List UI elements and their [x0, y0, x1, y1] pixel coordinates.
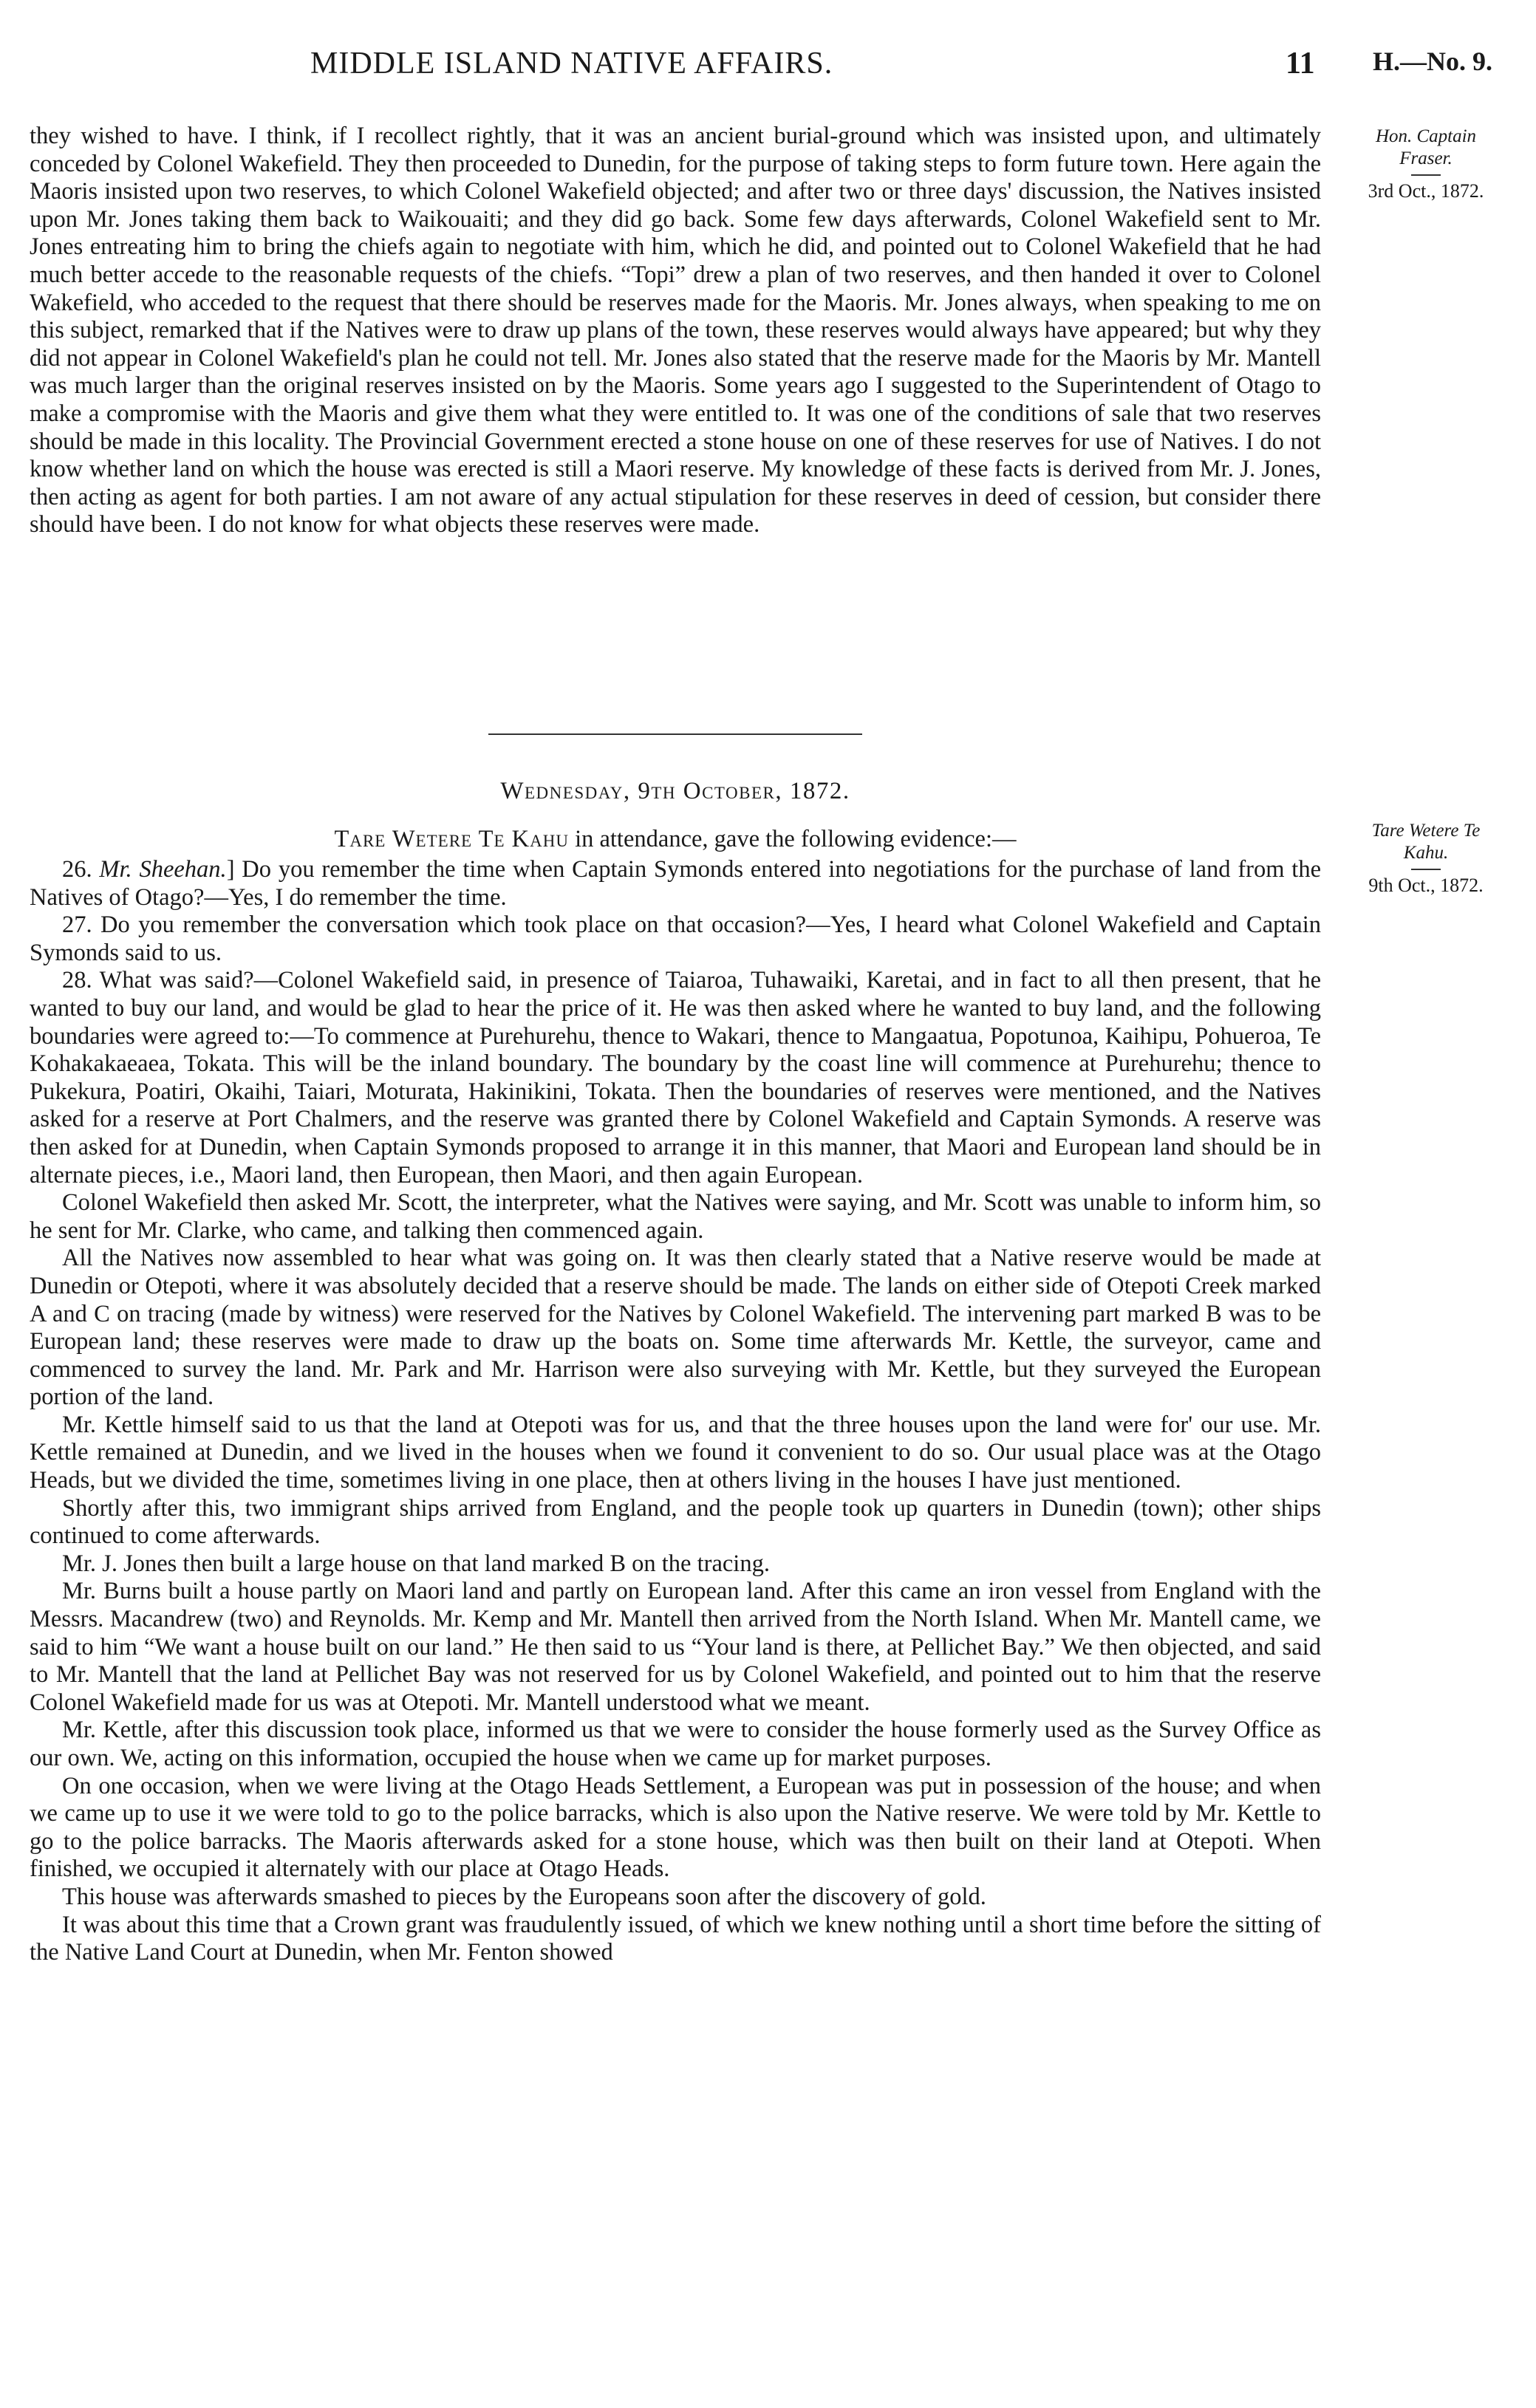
margin-note-name-line2: Fraser.: [1399, 148, 1453, 168]
evidence-paragraph: It was about this time that a Crown grant was fraudulently issued, of which we knew nothing until a short time before the sitting of the Native Land Court at Dunedin, when Mr. Fenton showed: [30, 1911, 1321, 1966]
running-title: MIDDLE ISLAND NATIVE AFFAIRS.: [310, 47, 833, 81]
evidence-paragraph: On one occasion, when we were living at the Otago Heads Settlement, a European was put in possession of the house; and when we came up to use it we were told to go to the police barracks, which is also upon the Native reserve. We were told by Mr. Kettle to go to the police barracks. The Maoris afterwards asked for a stone house, which was then built on their land at Otepoti. When finished, we occupied it alternately with our place at Otago Heads.: [30, 1772, 1321, 1883]
evidence-paragraph: Mr. Kettle, after this discussion took place, informed us that we were to consider the house formerly used as the Survey Office as our own. We, acting on this information, occupied the house when we came up for market purposes.: [30, 1717, 1321, 1771]
page-number: 11: [1286, 47, 1315, 81]
margin-note-name-line1: Tare Wetere Te: [1371, 821, 1481, 841]
evidence-paragraph: Colonel Wakefield then asked Mr. Scott, the interpreter, what the Natives were saying, and Mr. Scott was unable to inform him, so he sent for Mr. Clarke, who came, and talking then commenced again.: [30, 1189, 1321, 1244]
page-header: [0, 46, 1536, 90]
margin-note-speaker-2: [1326, 820, 1526, 897]
witness-intro-text: in attendance, gave the following evidence:—: [568, 826, 1017, 852]
evidence-paragraph: Shortly after this, two immigrant ships arrived from England, and the people took up quarters in Dunedin (town); other ships continued to come afterwards.: [30, 1494, 1321, 1550]
margin-note-date: 9th Oct., 1872.: [1368, 875, 1484, 896]
evidence-paragraph: All the Natives now assembled to hear what was going on. It was then clearly stated that a Native reserve would be made at Dunedin or Otepoti, where it was absolutely decided that a reserve should be made. The lands on either side of Otepoti Creek marked A and C on tracing (made by witness) were reserved for the Natives by Colonel Wakefield. The intervening part marked B was to be European land; these reserves were made to draw up the boats on. Some time afterwards Mr. Kettle, the surveyor, came and commenced to survey the land. Mr. Park and Mr. Harrison were also surveying with Mr. Kettle, but they surveyed the European portion of the land.: [30, 1245, 1321, 1411]
section-date-heading: Wednesday, 9th October, 1872.: [500, 778, 850, 804]
evidence-section: [30, 778, 1321, 1967]
question-number: 26.: [62, 856, 100, 883]
witness-intro: [30, 826, 1321, 853]
margin-note-divider: [1411, 869, 1441, 870]
evidence-paragraph: Mr. J. Jones then built a large house on that land marked B on the tracing.: [62, 1550, 770, 1577]
margin-note-divider: [1411, 174, 1441, 176]
question-text: ] Do you remember the time when Captain Symonds entered into negotiations for the purchase of land from the Natives of Otago?—Yes, I do remember the time.: [30, 856, 1322, 911]
evidence-paragraph: 28. What was said?—Colonel Wakefield said, in presence of Taiaroa, Tuhawaiki, Karetai, and in fact to all then present, that he wanted to buy our land, and would be glad to hear the price of it. He was then asked where he wanted to buy land, and the following boundaries were agreed to:—To commence at Purehurehu, thence to Wakari, thence to Mangaatua, Popotunoa, Kaihipu, Pohueroa, Te Kohakakaeaea, Tokata. This will be the inland boundary. The boundary by the coast line will commence at Purehurehu; thence to Pukekura, Poatiri, Okaihi, Taiari, Moturata, Hakinikini, Tokata. Then the boundaries of reserves were mentioned, and the Natives asked for a reserve at Port Chalmers, and the reserve was granted there by Colonel Wakefield and Captain Symonds. A reserve was then asked for at Dunedin, when Captain Symonds proposed to arrange it in this manner, that Maori and European land should be in alternate pieces, i.e., Maori land, then European, then Maori, and then again European.: [30, 967, 1321, 1188]
continuation-paragraph: they wished to have. I think, if I recollect rightly, that it was an ancient burial-ground which was insisted upon, and ultimately conceded by Colonel Wakefield. They then proceeded to Dunedin, for the purpose of taking steps to form future town. Here again the Maoris insisted upon two reserves, to which Colonel Wakefield objected; and after two or three days' discussion, the Natives insisted upon Mr. Jones taking them back to Waikouaiti; and they did go back. Some few days afterwards, Colonel Wakefield sent to Mr. Jones entreating him to bring the chiefs again to negotiate with him, which he did, and pointed out to Colonel Wakefield that he had much better accede to the reasonable requests of the chiefs. “Topi” drew a plan of two reserves, and then handed it over to Colonel Wakefield, who acceded to the request that there should be reserves made for the Maoris. Mr. Jones always, when speaking to me on this subject, remarked that if the Natives were to draw up plans of the town, these reserves would always have appeared; but why they did not appear in Colonel Wakefield's plan he could not tell. Mr. Jones also stated that the reserve made for the Maoris by Mr. Mantell was much larger than the original reserves insisted on by the Maoris. Some years ago I suggested to the Superintendent of Otago to make a compromise with the Maoris and give them what they were entitled to. It was one of the conditions of sale that two reserves should be made in this locality. The Provincial Government erected a stone house on one of these reserves for use of Natives. I do not know whether land on which the house was erected is still a Maori reserve. My knowledge of these facts is derived from Mr. J. Jones, then acting as agent for both parties. I am not aware of any actual stipulation for these reserves in deed of cession, but consider there should have been. I do not know for what objects these reserves were made.: [30, 123, 1321, 538]
evidence-paragraph: This house was afterwards smashed to pieces by the Europeans soon after the discovery of gold.: [62, 1883, 986, 1910]
witness-name: Tare Wetere Te Kahu: [334, 826, 569, 852]
margin-note-name-line2: Kahu.: [1403, 843, 1449, 863]
evidence-paragraph: Mr. Burns built a house partly on Maori land and partly on European land. After this came an iron vessel from England with the Messrs. Macandrew (two) and Reynolds. Mr. Kemp and Mr. Mantell then arrived from the North Island. When Mr. Mantell came, we said to him “We want a house built on our land.” He then said to us “Your land is there, at Pellichet Bay.” We then objected, and said to Mr. Mantell that the land at Pellichet Bay was not reserved for us by Colonel Wakefield, and pointed out to him that the reserve Colonel Wakefield made for us was at Otepoti. Mr. Mantell understood what we meant.: [30, 1578, 1321, 1716]
question-speaker: Mr. Sheehan.: [99, 856, 227, 883]
evidence-paragraph: 27. Do you remember the conversation which took place on that occasion?—Yes, I heard what Colonel Wakefield and Captain Symonds said to us.: [30, 911, 1321, 966]
question-26: [30, 856, 1321, 911]
section-divider: [488, 733, 862, 735]
paper-reference: H.—No. 9.: [1373, 47, 1492, 76]
continued-testimony: [30, 123, 1321, 539]
evidence-body: [30, 856, 1321, 1967]
margin-note-speaker-1: [1326, 126, 1526, 202]
evidence-paragraph: Mr. Kettle himself said to us that the land at Otepoti was for us, and that the three houses upon the land were for' our use. Mr. Kettle remained at Dunedin, and we lived in the houses when we found it convenient to do so. Our usual place was at the Otago Heads, but we divided the time, sometimes living in one place, then at others living in the houses I have just mentioned.: [30, 1411, 1321, 1494]
margin-note-name-line1: Hon. Captain: [1375, 126, 1477, 146]
margin-note-date: 3rd Oct., 1872.: [1368, 180, 1484, 202]
